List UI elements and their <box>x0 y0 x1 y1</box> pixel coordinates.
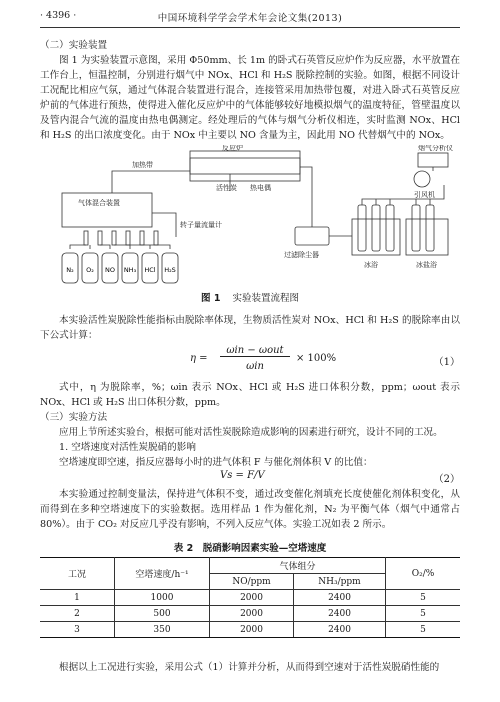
label-rotameter: 转子量流量计 <box>180 221 222 229</box>
eq2-formula: Vs = F/V <box>220 470 265 481</box>
eq1-numerator: ωin − ωout <box>220 345 290 357</box>
th-nh3: NH₃/ppm <box>294 574 386 590</box>
cylinder-label: O₂ <box>86 266 94 274</box>
table-2-title: 表 2 脱硝影响因素实验—空塔速度 <box>173 543 327 554</box>
label-activated-carbon: 活性炭 <box>216 184 237 192</box>
flue-gas-analyzer <box>418 153 448 167</box>
label-reactor: 反应炉 <box>222 145 243 152</box>
closing-section <box>40 660 460 675</box>
cell-nh3: 2400 <box>294 590 386 606</box>
heating-belt-line <box>112 171 190 193</box>
th-o2: O₂/% <box>386 558 461 590</box>
running-header <box>40 10 460 26</box>
eq1-number: （1） <box>433 357 460 368</box>
method-section <box>40 313 460 343</box>
cell-nh3: 2400 <box>294 606 386 622</box>
equation-1 <box>40 345 460 375</box>
cell-no: 2000 <box>210 606 294 622</box>
cylinder-label: HCl <box>144 266 156 274</box>
cell-space-velocity: 1000 <box>115 590 210 606</box>
section-heading-method: （三）实验方法 <box>40 412 108 423</box>
cell-o2: 5 <box>386 590 461 606</box>
eq1-explanation: 式中，η 为脱除率，%；ωin 表示 NOx、HCl 或 H₂S 进口体积分数，ppm；ωout 表示 NOx、HCl 或 H₂S 出口体积分数，ppm。 <box>40 382 460 408</box>
cell-o2: 5 <box>386 606 461 622</box>
cell-no: 2000 <box>210 590 294 606</box>
cell-case: 3 <box>40 622 115 638</box>
cell-case: 1 <box>40 590 115 606</box>
gas-cylinder <box>62 253 78 283</box>
page-number: · 4396 · <box>40 10 77 21</box>
label-analyzer: 烟气分析仪 <box>418 145 453 152</box>
table-row <box>40 622 460 638</box>
reactor-furnace <box>190 151 300 181</box>
table-2 <box>40 557 460 638</box>
cylinder-label: H₂S <box>164 266 176 274</box>
th-gas-group: 气体组分 <box>210 558 386 574</box>
cylinder-label: NH₃ <box>123 266 137 274</box>
label-dust-filter: 过滤除尘器 <box>284 251 319 259</box>
rotameter-group <box>84 231 158 245</box>
label-ice-salt-bath: 冰盐浴 <box>416 261 437 269</box>
th-space-velocity: 空塔速度/h⁻¹ <box>115 558 210 590</box>
eq1-rhs: × 100% <box>296 353 337 364</box>
figure-1-title: 实验装置流程图 <box>232 293 299 304</box>
subsection-heading-space-velocity: 1. 空塔速度对活性炭脱硝的影响 <box>59 442 196 453</box>
label-thermocouple: 热电偶 <box>250 184 271 192</box>
gas-cylinder <box>102 253 118 283</box>
space-velocity-definition: 空塔速度即空速，指反应器每小时的进气体积 F 与催化剂体积 V 的比值： <box>59 457 373 468</box>
gas-cylinders <box>62 253 178 283</box>
label-ice-bath: 冰浴 <box>364 261 378 269</box>
cylinder-label: N₂ <box>66 266 74 274</box>
eq2-number: （2） <box>433 474 460 485</box>
cell-nh3: 2400 <box>294 622 386 638</box>
apparatus-paragraph: 图 1 为实验装置示意图，采用 Φ50mm、长 1m 的卧式石英管反应炉作为反应器，水平放置在工作台上，恒温控制，分别进行烟气中 NOx、HCl 和 H₂S 脱除控制的实验。如图，根据不同设计工况配比相应气氛，通过气体混合装置进行混合，连接管采用加热带包覆，对进入卧式石英管反应炉前的气体进行预热，使得进入催化反应炉中的气体能够较好地模拟烟气的温度特征，管壁温度以及管内混合气流的温度由热电偶测定。经处理后的气体与烟气分析仪相连，实时监测 NOx、HCl 和 H₂S 的出口浓度变化。由于 NOx 中主要以 NO 含量为主，因此用 NO 代替烟气中的 NOx。 <box>40 55 461 141</box>
eq1-lhs: η = <box>190 353 208 364</box>
figure-1-number: 图 1 <box>201 293 221 304</box>
label-heating-belt: 加热带 <box>132 161 153 169</box>
gas-cylinder <box>162 253 178 283</box>
cell-space-velocity: 500 <box>115 606 210 622</box>
removal-rate-intro: 本实验活性炭脱除性能指标由脱除率体现，生物质活性炭对 NOx、HCl 和 H₂S 的脱除率由以下公式计算： <box>40 315 460 341</box>
table-2-caption <box>40 540 460 554</box>
th-case: 工况 <box>40 558 115 590</box>
dust-filter <box>295 227 329 245</box>
section-heading-apparatus: （二）实验装置 <box>40 40 108 51</box>
gas-cylinder <box>142 253 158 283</box>
equation-2 <box>40 470 460 485</box>
table-row <box>40 606 460 622</box>
gas-cylinder <box>82 253 98 283</box>
cell-no: 2000 <box>210 622 294 638</box>
figure-1-apparatus-diagram <box>40 145 460 285</box>
cell-case: 2 <box>40 606 115 622</box>
method-paragraph: 应用上节所述实验台，根据可能对活性炭脱除造成影响的因素进行研究，设计不同的工况。 <box>59 427 443 438</box>
header-rule <box>40 27 460 28</box>
closing-paragraph: 根据以上工况进行实验，采用公式（1）计算并分析，从而得到空速对于活性炭脱硝性能的 <box>59 662 440 673</box>
quartz-tube <box>190 158 300 174</box>
ice-bath <box>352 219 400 255</box>
table-row <box>40 590 460 606</box>
experiment-section <box>40 487 460 532</box>
journal-title: 中国环境科学学会学术年会论文集(2013) <box>157 13 343 24</box>
experiment-paragraph: 本实验通过控制变量法，保持进气体积不变，通过改变催化剂填充长度使催化剂体积变化，从而得到在多种空塔速度下的实验数据。选用样品 1 作为催化剂，N₂ 为平衡气体（烟气中通常占 80%）。由于 CO₂ 对反应几乎没有影响，不列入反应气体。实验工况如表 2 所示。 <box>40 489 460 530</box>
th-no: NO/ppm <box>210 574 294 590</box>
gas-cylinder <box>122 253 138 283</box>
outlet-line <box>300 167 312 193</box>
cylinder-label: NO <box>105 266 115 274</box>
figure-1-caption <box>40 290 460 304</box>
text-after-eq1 <box>40 380 460 470</box>
label-gas-mixer: 气体混合装置 <box>78 199 120 207</box>
fan <box>414 171 430 187</box>
section-apparatus <box>40 38 460 143</box>
eq1-denominator: ωin <box>246 361 264 372</box>
label-fan: 引风机 <box>414 191 435 199</box>
cell-space-velocity: 350 <box>115 622 210 638</box>
cell-o2: 5 <box>386 622 461 638</box>
